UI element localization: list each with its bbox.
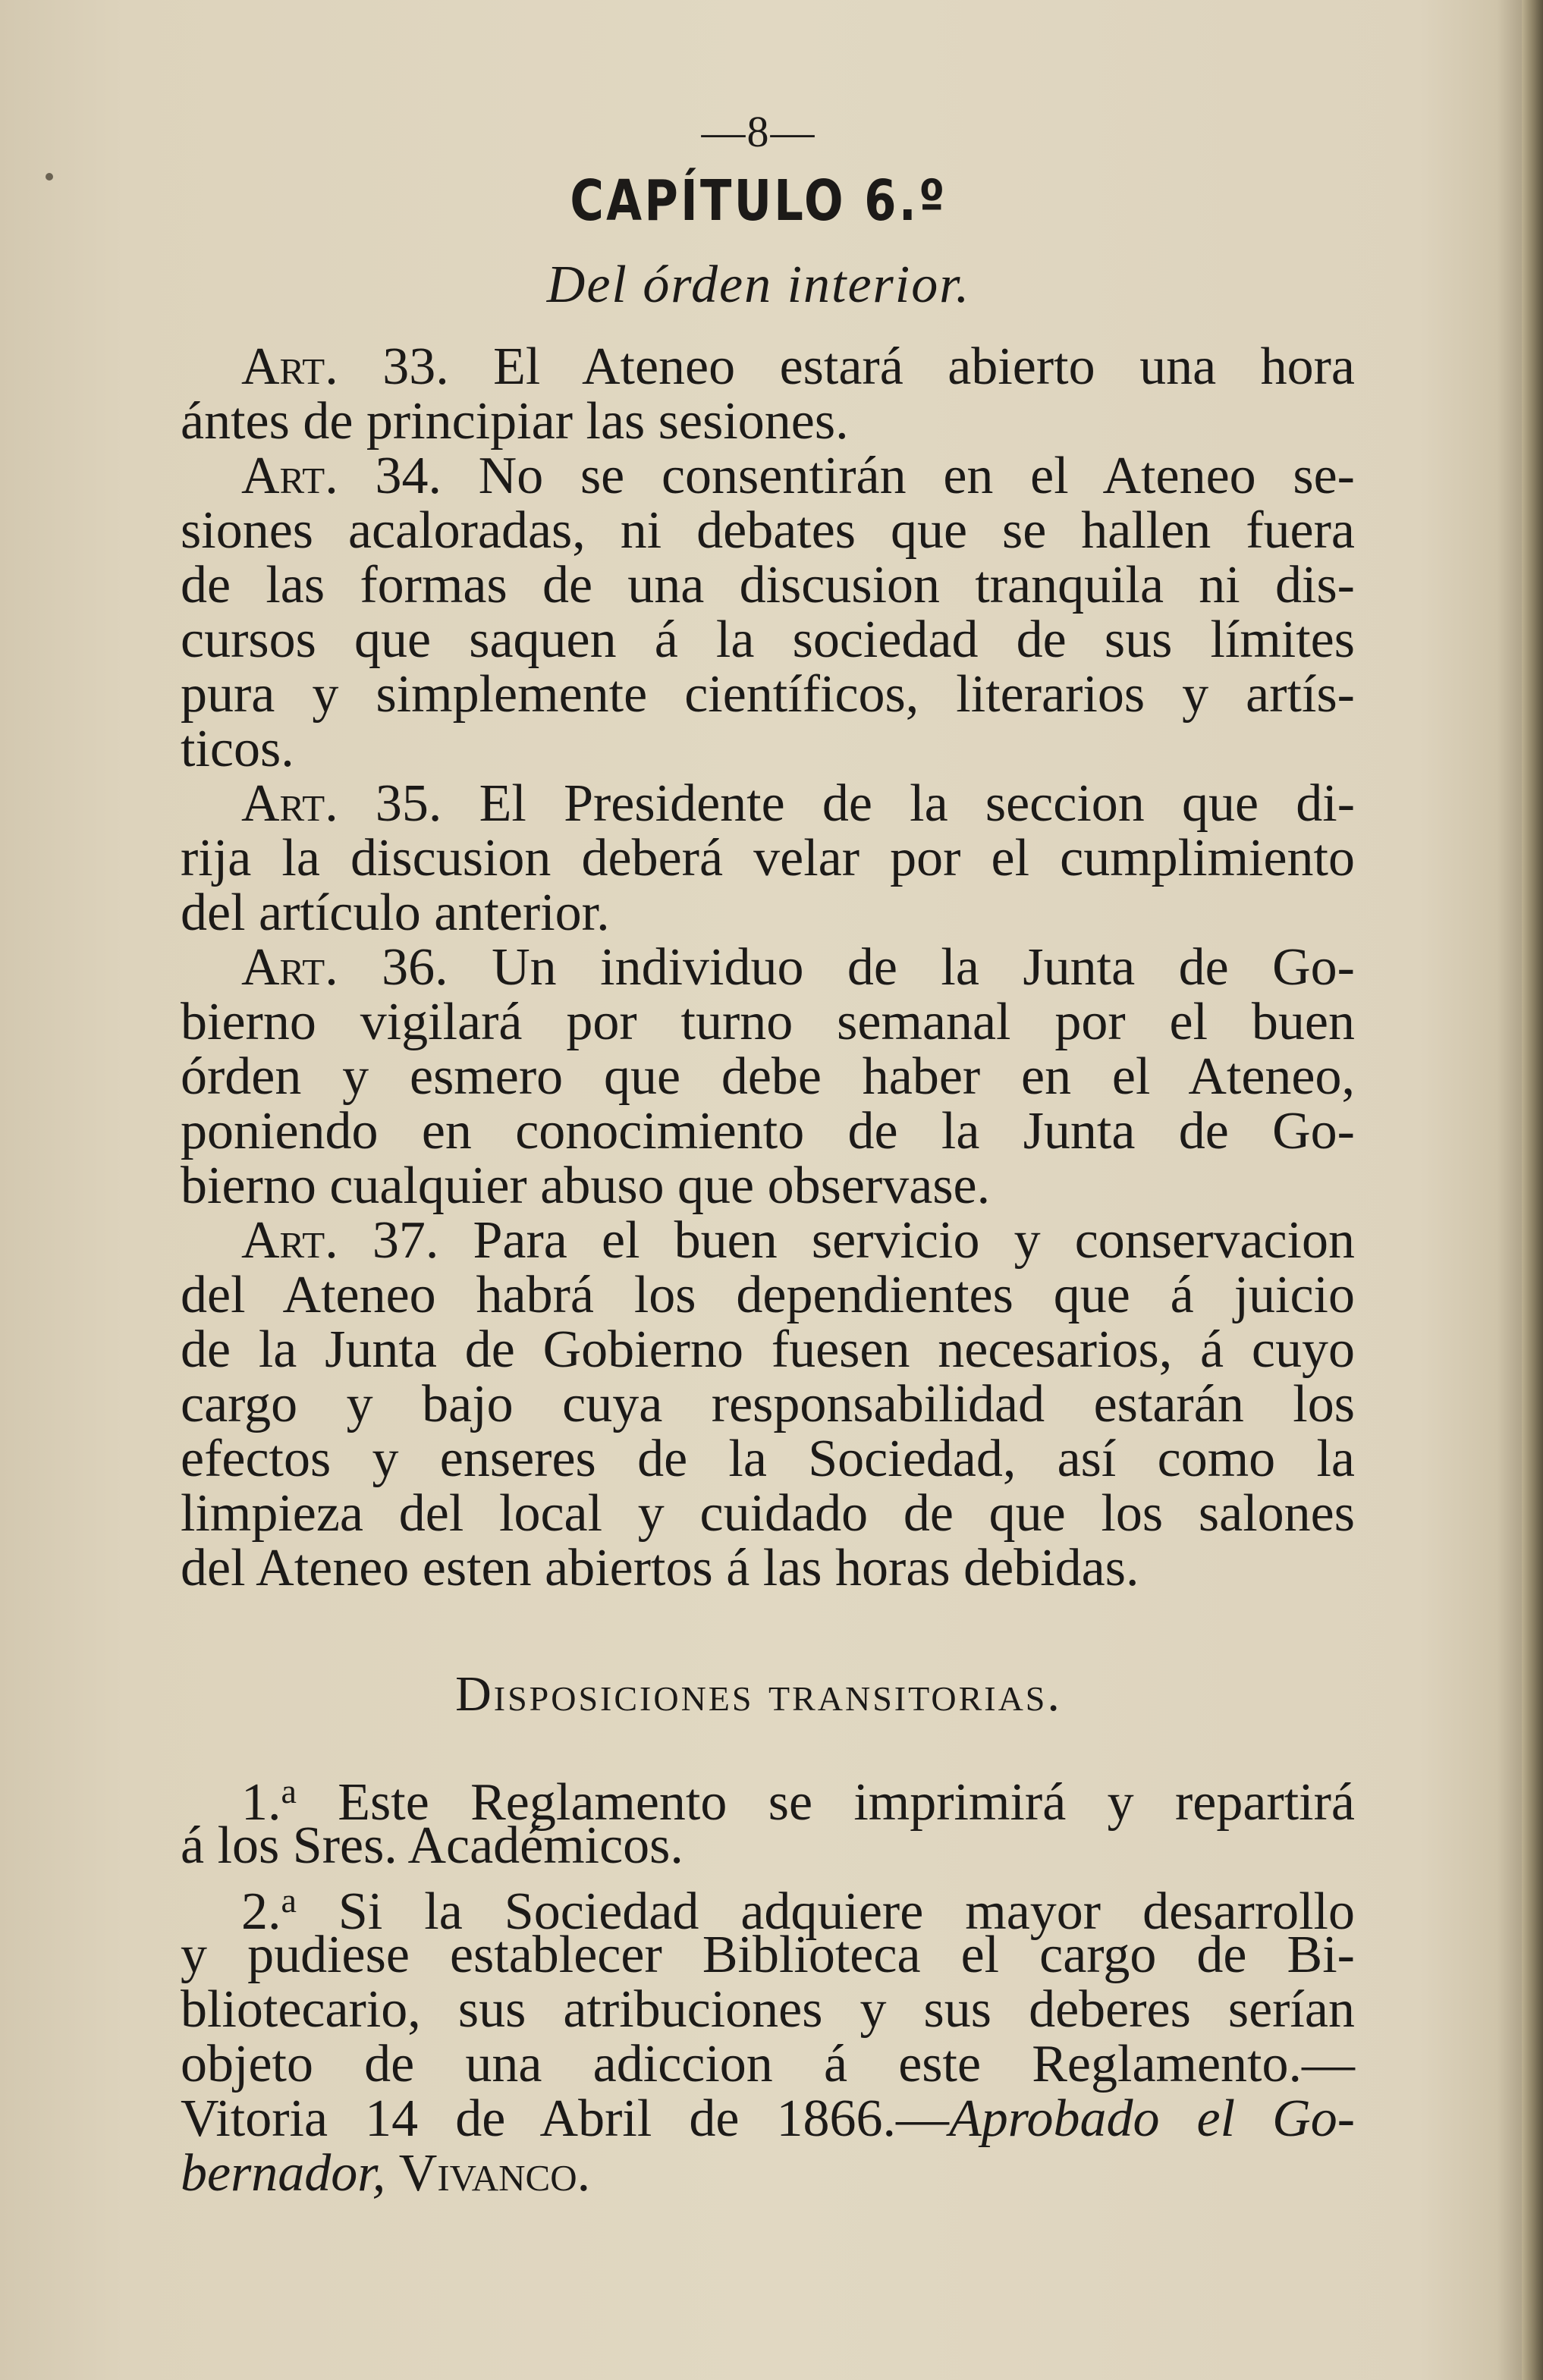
disposition-2-line: y pudiese establecer Biblioteca el cargo de Bi- (181, 1926, 1355, 1984)
article-label: Art. 33. (241, 338, 449, 396)
article-34-line: siones acaloradas, ni debates que se hallen fuera (181, 501, 1355, 560)
chapter-subtitle: Del órden interior. (546, 256, 971, 314)
article-37-line: del Ateneo habrá los dependientes que á juicio (181, 1266, 1355, 1324)
article-37-line: cargo y bajo cuya responsabilidad estarán los (181, 1375, 1355, 1433)
article-37-line: de la Junta de Gobierno fuesen necesarios, á cuyo (181, 1320, 1355, 1379)
article-36-line (181, 940, 1355, 995)
article-label: Art. 36. (241, 938, 448, 997)
article-34-line: pura y simplemente científicos, literarios y artís- (181, 665, 1355, 724)
page-number: —8— (701, 107, 816, 156)
article-text: Para el buen servicio y conservacion (473, 1211, 1355, 1270)
article-34-line (181, 449, 1355, 504)
disposition-1-line: á los Sres. Académicos. (181, 1816, 684, 1875)
disposition-number: 1. (241, 1773, 281, 1832)
disposition-ordinal: a (281, 1772, 297, 1810)
disposition-2-line (181, 1873, 1355, 1941)
article-label: Art. 37. (241, 1211, 439, 1270)
article-label: Art. 34. (241, 447, 442, 505)
article-34-line: ticos. (181, 720, 294, 778)
disposition-2-line (181, 2092, 1355, 2146)
article-text: Un individuo de la Junta de Go- (492, 938, 1355, 997)
section-heading: Disposiciones transitorias. (455, 1666, 1062, 1722)
article-36-line: bierno cualquier abuso que observase. (181, 1157, 991, 1215)
disposition-ordinal: a (281, 1881, 297, 1920)
article-text: El Presidente de la seccion que di- (479, 774, 1356, 833)
article-37-line: efectos y enseres de la Sociedad, así como la (181, 1430, 1355, 1488)
article-33-line (181, 340, 1355, 394)
article-33-line: ántes de principiar las sesiones. (181, 392, 849, 451)
article-label: Art. 35. (241, 774, 442, 833)
signature-name: Vivanco. (398, 2144, 591, 2203)
disposition-1-line (181, 1764, 1355, 1832)
approval-text: Aprobado el Go- (949, 2090, 1355, 2148)
disposition-text: Si la Sociedad adquiere mayor desarrollo (338, 1882, 1355, 1941)
article-37-line: del Ateneo esten abiertos á las horas debidas. (181, 1539, 1139, 1597)
article-36-line: poniendo en conocimiento de la Junta de Go- (181, 1102, 1355, 1160)
article-35-line: rija la discusion deberá velar por el cumplimiento (181, 829, 1355, 887)
disposition-2-line: objeto de una adiccion á este Reglamento.— (181, 2035, 1355, 2093)
disposition-2-line: bliotecario, sus atribuciones y sus deberes serían (181, 1980, 1355, 2039)
article-36-line: bierno vigilará por turno semanal por el buen (181, 993, 1355, 1051)
chapter-title: CAPÍTULO 6.º (570, 168, 947, 234)
date-text: Vitoria 14 de Abril de 1866.— (181, 2090, 950, 2148)
article-text: El Ateneo estará abierto una hora (493, 338, 1355, 396)
paper-speck (46, 173, 53, 181)
article-37-line (181, 1211, 1355, 1270)
page-edge-shadow (1522, 0, 1543, 2380)
disposition-text: Este Reglamento se imprimirá y repartirá (338, 1773, 1355, 1832)
article-35-line (181, 774, 1356, 833)
article-36-line: órden y esmero que debe haber en el Ateneo, (181, 1047, 1355, 1106)
transitory-body (181, 1764, 1355, 2201)
article-37-line: limpieza del local y cuidado de que los salones (181, 1484, 1355, 1543)
articles-body (181, 340, 1355, 1596)
article-35-line: del artículo anterior. (181, 884, 610, 942)
disposition-number: 2. (241, 1882, 281, 1941)
article-34-line: de las formas de una discusion tranquila ni dis- (181, 556, 1355, 614)
article-34-line: cursos que saquen á la sociedad de sus límites (181, 611, 1355, 669)
disposition-2-line (181, 2146, 1355, 2201)
article-text: No se consentirán en el Ateneo se- (478, 447, 1355, 505)
approval-text: bernador, (181, 2144, 386, 2203)
